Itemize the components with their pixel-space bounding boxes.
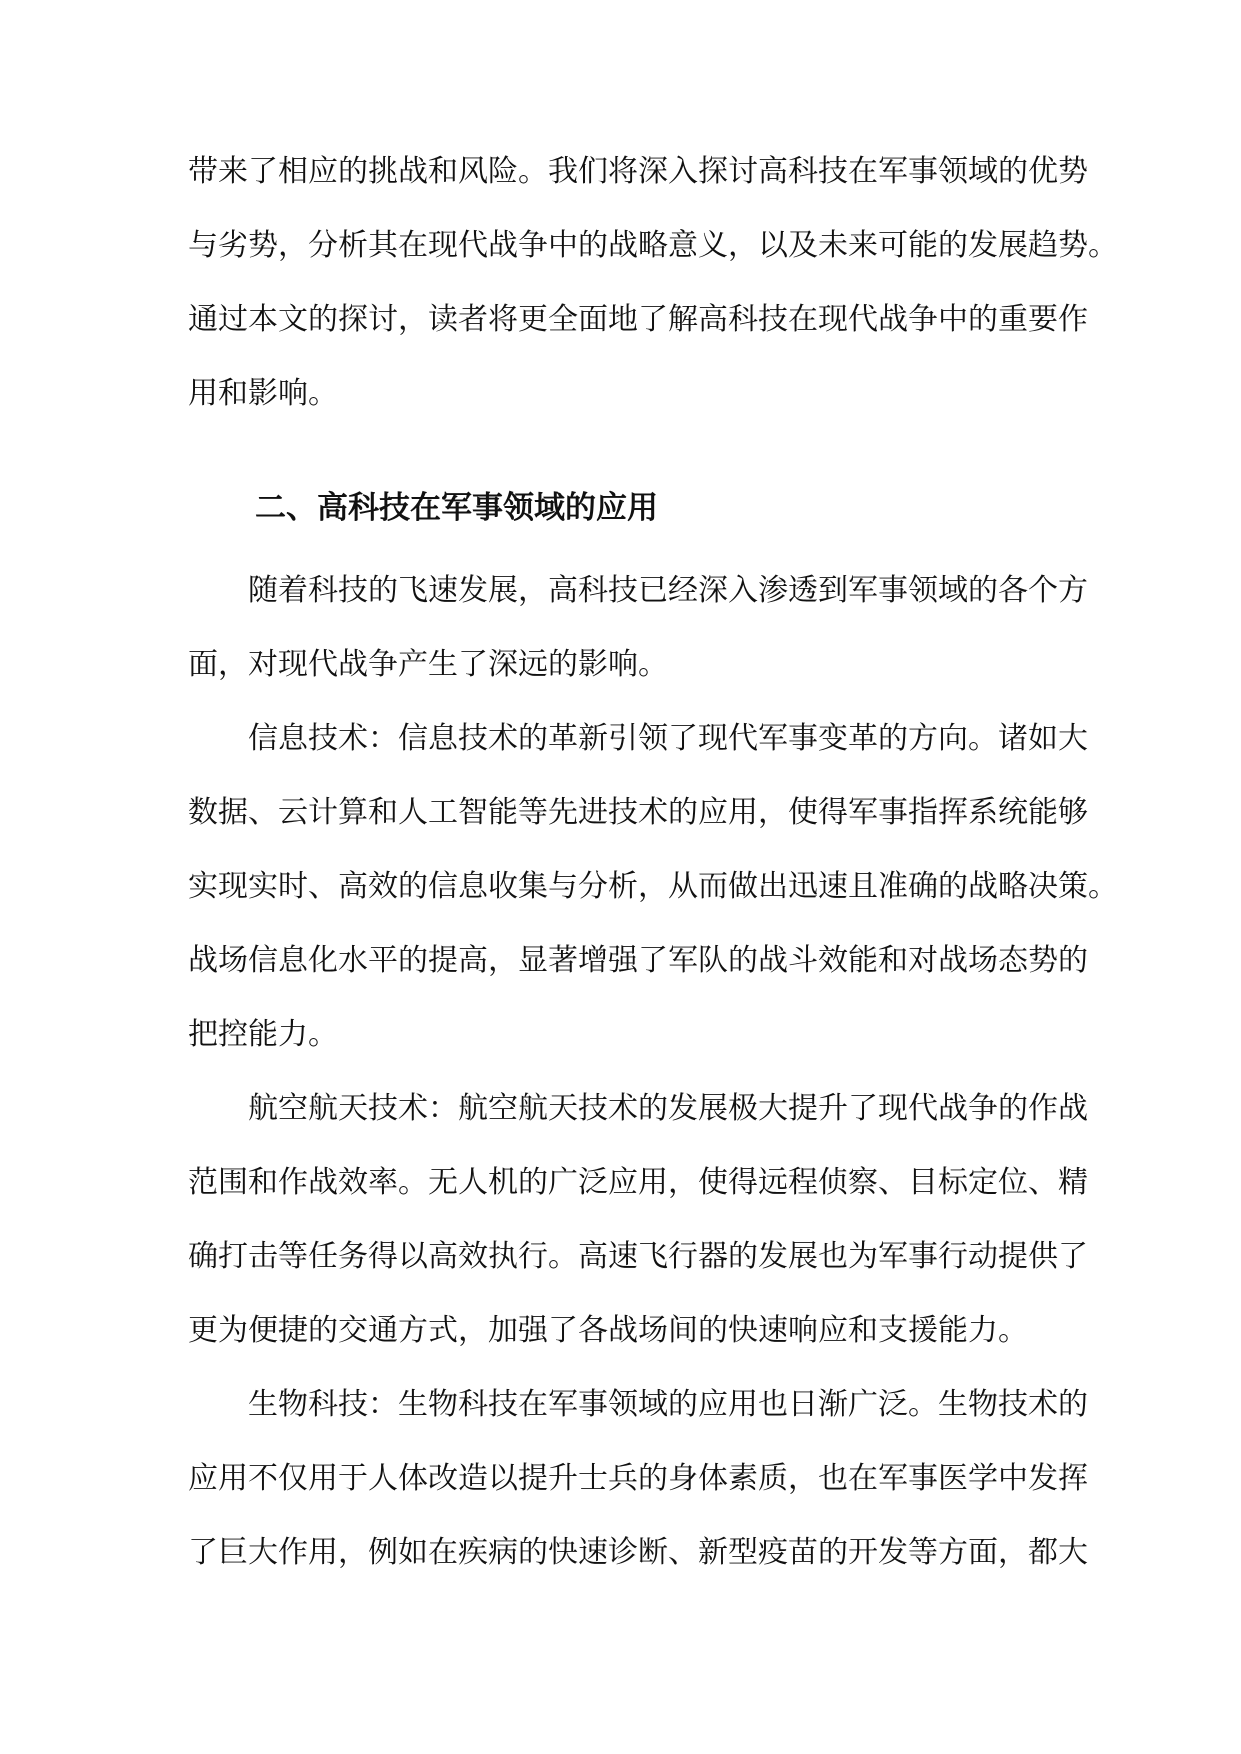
intro-line-2: 与劣势，分析其在现代战争中的战略意义，以及未来可能的发展趋势。 xyxy=(188,228,1118,263)
paragraph-1-line-1: 随着科技的飞速发展，高科技已经深入渗透到军事领域的各个方 xyxy=(248,573,1088,608)
paragraph-3-line-2: 范围和作战效率。无人机的广泛应用，使得远程侦察、目标定位、精 xyxy=(188,1165,1088,1200)
intro-line-3: 通过本文的探讨，读者将更全面地了解高科技在现代战争中的重要作 xyxy=(188,302,1088,337)
paragraph-2-line-2: 数据、云计算和人工智能等先进技术的应用，使得军事指挥系统能够 xyxy=(188,795,1088,830)
paragraph-3-line-4: 更为便捷的交通方式，加强了各战场间的快速响应和支援能力。 xyxy=(188,1313,1028,1348)
paragraph-4-line-3: 了巨大作用，例如在疾病的快速诊断、新型疫苗的开发等方面，都大 xyxy=(188,1535,1088,1570)
paragraph-1-line-2: 面，对现代战争产生了深远的影响。 xyxy=(188,647,668,682)
intro-line-1: 带来了相应的挑战和风险。我们将深入探讨高科技在军事领域的优势 xyxy=(188,154,1088,189)
paragraph-4-line-2: 应用不仅用于人体改造以提升士兵的身体素质，也在军事医学中发挥 xyxy=(188,1461,1088,1496)
paragraph-2-line-4: 战场信息化水平的提高，显著增强了军队的战斗效能和对战场态势的 xyxy=(188,943,1088,978)
paragraph-4-line-1: 生物科技：生物科技在军事领域的应用也日渐广泛。生物技术的 xyxy=(248,1387,1088,1422)
paragraph-2-line-3: 实现实时、高效的信息收集与分析，从而做出迅速且准确的战略决策。 xyxy=(188,869,1118,904)
intro-line-4: 用和影响。 xyxy=(188,376,338,411)
paragraph-2-line-1: 信息技术：信息技术的革新引领了现代军事变革的方向。诸如大 xyxy=(248,721,1088,756)
section-heading: 二、高科技在军事领域的应用 xyxy=(255,490,658,526)
paragraph-2-line-5: 把控能力。 xyxy=(188,1017,338,1052)
paragraph-3-line-1: 航空航天技术：航空航天技术的发展极大提升了现代战争的作战 xyxy=(248,1091,1088,1126)
paragraph-3-line-3: 确打击等任务得以高效执行。高速飞行器的发展也为军事行动提供了 xyxy=(188,1239,1088,1274)
